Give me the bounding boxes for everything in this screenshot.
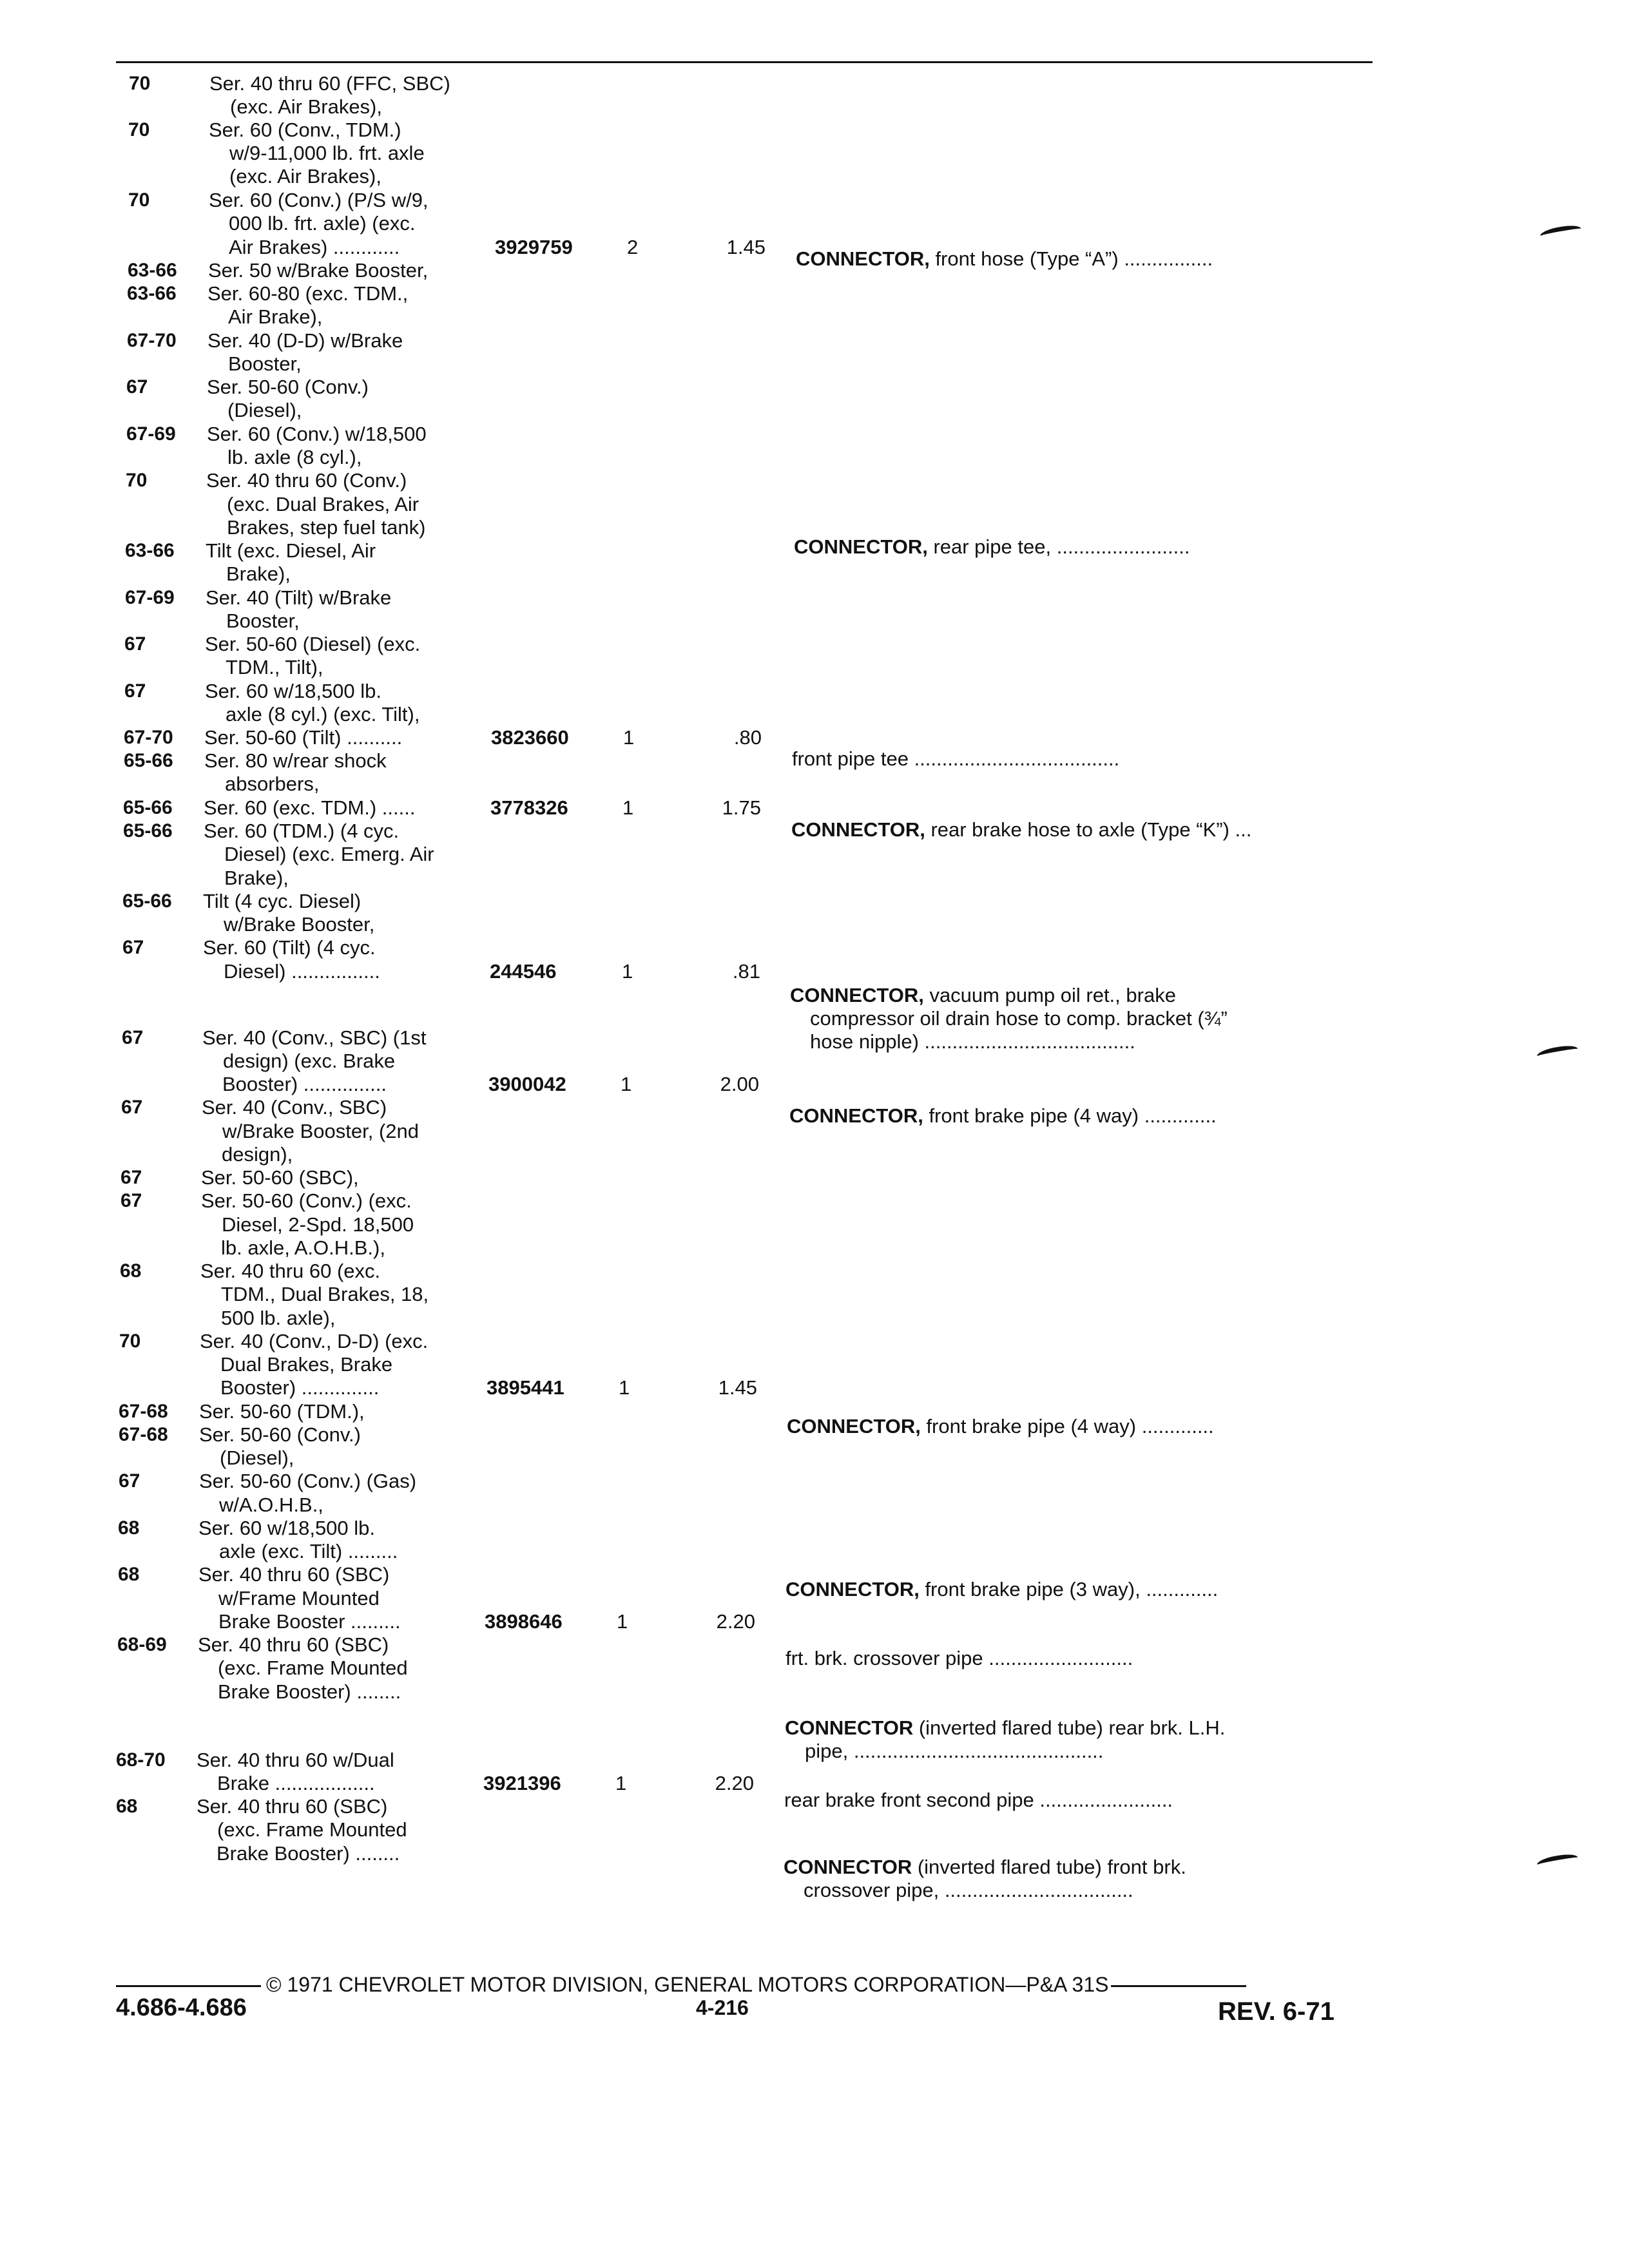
application-text: Ser. 40 thru 60 (SBC) xyxy=(198,1633,389,1656)
application-text: Ser. 60 w/18,500 lb. xyxy=(205,680,382,702)
application-text: Ser. 40 (Conv., D-D) (exc. xyxy=(200,1330,429,1352)
part-number: 3900042 xyxy=(488,1073,566,1095)
application-text: Ser. 40 thru 60 (Conv.) xyxy=(206,469,407,492)
description-text: frt. brk. crossover pipe .......................... xyxy=(786,1647,1133,1669)
description-text: front brake pipe (4 way) ............. xyxy=(920,1415,1214,1437)
application-text: Ser. 50-60 (Conv.) (exc. xyxy=(201,1189,412,1212)
application-text: Dual Brakes, Brake xyxy=(220,1353,393,1376)
description-text: pipe, ............................................. xyxy=(805,1740,1104,1762)
model-year: 65-66 xyxy=(124,750,173,771)
model-year: 68-70 xyxy=(116,1749,166,1771)
part-number: 3921396 xyxy=(483,1772,561,1794)
part-description xyxy=(789,1104,1217,1128)
application-text: lb. axle, A.O.H.B.), xyxy=(221,1236,385,1259)
model-year: 67 xyxy=(124,680,146,702)
top-rule xyxy=(116,61,1373,63)
application-text: Ser. 50-60 (Conv.) xyxy=(199,1423,361,1446)
application-text: w/9-11,000 lb. frt. axle xyxy=(229,142,425,164)
application-text: Ser. 60 (TDM.) (4 cyc. xyxy=(204,820,400,842)
application-text: (Diesel), xyxy=(227,399,302,421)
model-year: 63-66 xyxy=(128,260,177,281)
application-text: Brake Booster) ........ xyxy=(217,1842,400,1865)
application-text: Ser. 60 (Conv.) (P/S w/9, xyxy=(209,189,429,211)
application-text: (exc. Frame Mounted xyxy=(217,1818,407,1841)
footer-copyright xyxy=(116,1973,1246,1997)
application-text: w/Brake Booster, (2nd xyxy=(222,1120,419,1142)
margin-mark xyxy=(1536,1852,1579,1870)
application-text: Ser. 60 w/18,500 lb. xyxy=(198,1517,376,1539)
description-text: front brake pipe (3 way), ............. xyxy=(919,1578,1219,1600)
model-year: 70 xyxy=(129,73,151,94)
model-year: 68 xyxy=(120,1260,142,1282)
part-name: CONNECTOR, xyxy=(786,1578,920,1600)
quantity: 1 xyxy=(615,1772,627,1794)
footer-revision: REV. 6-71 xyxy=(1218,1997,1335,2026)
part-description xyxy=(804,1879,1133,1902)
price: 1.75 xyxy=(722,796,761,819)
price: 1.45 xyxy=(726,236,766,258)
application-text: Ser. 40 thru 60 w/Dual xyxy=(197,1749,394,1771)
application-text: Brake), xyxy=(226,562,291,585)
model-year: 67 xyxy=(119,1470,140,1492)
description-text: crossover pipe, .................................. xyxy=(804,1879,1133,1901)
description-text: rear brake hose to axle (Type “K”) ... xyxy=(925,818,1252,841)
model-year: 63-66 xyxy=(125,540,175,561)
footer-section-code: 4.686-4.686 xyxy=(116,1994,247,2021)
model-year: 67-70 xyxy=(124,727,173,748)
model-year: 67 xyxy=(126,376,148,398)
application-text: Brakes, step fuel tank) xyxy=(227,516,426,539)
application-text: w/Brake Booster, xyxy=(224,913,375,936)
description-text: hose nipple) ...................................... xyxy=(810,1030,1135,1053)
model-year: 67 xyxy=(122,937,144,958)
part-description xyxy=(810,1030,1135,1053)
margin-mark xyxy=(1539,224,1582,242)
application-text: Ser. 40 thru 60 (SBC) xyxy=(197,1795,388,1818)
application-text: Ser. 50-60 (Tilt) .......... xyxy=(204,726,403,749)
footer-page-number: 4-216 xyxy=(696,1996,749,2019)
application-text: axle (8 cyl.) (exc. Tilt), xyxy=(226,703,420,726)
part-description xyxy=(792,747,1119,771)
model-year: 68 xyxy=(118,1564,140,1585)
part-description xyxy=(787,1415,1214,1438)
margin-mark xyxy=(1536,1044,1579,1062)
description-text: (inverted flared tube) front brk. xyxy=(912,1856,1186,1878)
application-text: Ser. 50-60 (TDM.), xyxy=(199,1400,365,1423)
application-text: Ser. 40 thru 60 (SBC) xyxy=(198,1563,390,1586)
part-description xyxy=(791,818,1251,841)
application-text: TDM., Dual Brakes, 18, xyxy=(221,1283,429,1305)
part-name: CONNECTOR, xyxy=(796,247,930,270)
application-text: lb. axle (8 cyl.), xyxy=(227,446,362,468)
application-text: Ser. 50 w/Brake Booster, xyxy=(208,259,429,282)
price: 2.20 xyxy=(715,1772,754,1794)
application-text: 500 lb. axle), xyxy=(221,1307,336,1329)
model-year: 63-66 xyxy=(127,283,177,304)
application-text: Ser. 50-60 (Diesel) (exc. xyxy=(205,633,421,655)
application-text: design), xyxy=(222,1143,293,1166)
application-text: Tilt (exc. Diesel, Air xyxy=(206,539,376,562)
model-year: 67-68 xyxy=(119,1401,168,1422)
part-description xyxy=(785,1716,1225,1740)
part-description xyxy=(784,1856,1186,1879)
model-year: 67 xyxy=(124,633,146,655)
application-text: Brake Booster) ........ xyxy=(218,1680,401,1703)
quantity: 1 xyxy=(621,1073,632,1095)
application-text: Booster) ............... xyxy=(222,1073,387,1095)
quantity: 1 xyxy=(619,1376,630,1399)
part-name: CONNECTOR, xyxy=(791,818,925,841)
application-text: w/A.O.H.B., xyxy=(219,1494,323,1516)
part-number: 244546 xyxy=(490,960,557,983)
description-text: rear brake front second pipe ........................ xyxy=(784,1789,1173,1811)
application-text: Ser. 50-60 (SBC), xyxy=(201,1166,359,1189)
quantity: 2 xyxy=(627,236,639,258)
part-name: CONNECTOR, xyxy=(790,984,924,1006)
application-text: (Diesel), xyxy=(220,1446,294,1469)
model-year: 70 xyxy=(128,119,150,140)
application-text: Ser. 40 (Conv., SBC) (1st xyxy=(202,1026,427,1049)
model-year: 67 xyxy=(121,1097,143,1118)
quantity: 1 xyxy=(617,1610,628,1633)
application-text: Ser. 50-60 (Conv.) (Gas) xyxy=(199,1470,417,1492)
model-year: 67-69 xyxy=(125,587,175,608)
application-text: Brake .................. xyxy=(217,1772,375,1794)
part-description xyxy=(810,1007,1228,1030)
description-text: front pipe tee ..................................... xyxy=(792,747,1120,770)
copyright-text: © 1971 CHEVROLET MOTOR DIVISION, GENERAL MOTORS CORPORATION—P&A 31S xyxy=(266,1973,1109,1996)
application-text: (exc. Dual Brakes, Air xyxy=(227,493,419,515)
application-text: Ser. 40 thru 60 (exc. xyxy=(200,1260,381,1282)
application-text: TDM., Tilt), xyxy=(226,656,323,678)
part-description xyxy=(784,1789,1173,1812)
model-year: 65-66 xyxy=(122,890,172,912)
application-text: Ser. 40 thru 60 (FFC, SBC) xyxy=(209,72,450,95)
application-text: Ser. 40 (Tilt) w/Brake xyxy=(206,586,392,609)
application-text: Ser. 60 (Tilt) (4 cyc. xyxy=(203,936,376,959)
description-text: rear pipe tee, ........................ xyxy=(927,535,1190,558)
part-name: CONNECTOR, xyxy=(789,1104,923,1127)
part-description xyxy=(786,1647,1133,1670)
part-description xyxy=(786,1578,1218,1601)
application-text: 000 lb. frt. axle) (exc. xyxy=(229,212,416,235)
part-name: CONNECTOR, xyxy=(794,535,928,558)
part-number: 3778326 xyxy=(490,796,568,819)
application-text: (exc. Air Brakes), xyxy=(229,165,381,187)
application-text: Ser. 40 (Conv., SBC) xyxy=(202,1096,387,1119)
part-description xyxy=(794,535,1190,559)
application-text: Ser. 60-80 (exc. TDM., xyxy=(207,282,409,305)
model-year: 67-68 xyxy=(119,1424,168,1445)
model-year: 67 xyxy=(120,1190,142,1211)
part-number: 3929759 xyxy=(495,236,573,258)
model-year: 70 xyxy=(128,189,150,211)
part-name: CONNECTOR, xyxy=(787,1415,921,1437)
application-text: Diesel) ................ xyxy=(224,960,380,983)
application-text: Booster) .............. xyxy=(220,1376,380,1399)
part-number: 3895441 xyxy=(487,1376,564,1399)
application-text: Ser. 40 (D-D) w/Brake xyxy=(207,329,403,352)
price: .81 xyxy=(732,960,760,983)
model-year: 67-69 xyxy=(126,423,176,445)
price: 2.20 xyxy=(716,1610,755,1633)
part-description xyxy=(796,247,1213,271)
part-name: CONNECTOR xyxy=(785,1716,914,1739)
model-year: 68-69 xyxy=(117,1634,167,1655)
description-text: front hose (Type “A”) ................ xyxy=(929,247,1213,270)
application-text: Booster, xyxy=(226,610,300,632)
application-text: axle (exc. Tilt) ......... xyxy=(219,1540,398,1562)
application-text: (exc. Air Brakes), xyxy=(230,95,382,118)
description-text: front brake pipe (4 way) ............. xyxy=(923,1104,1217,1127)
application-text: Diesel) (exc. Emerg. Air xyxy=(224,843,434,865)
application-text: Ser. 80 w/rear shock xyxy=(204,749,387,772)
quantity: 1 xyxy=(622,960,633,983)
model-year: 67-70 xyxy=(127,330,177,351)
model-year: 68 xyxy=(118,1517,140,1539)
model-year: 65-66 xyxy=(123,797,173,818)
description-text: compressor oil drain hose to comp. bracket (¾” xyxy=(810,1007,1228,1030)
application-text: design) (exc. Brake xyxy=(223,1050,396,1072)
model-year: 70 xyxy=(126,470,148,491)
part-description xyxy=(790,984,1176,1007)
application-text: Brake), xyxy=(224,867,289,889)
application-text: absorbers, xyxy=(225,773,320,795)
price: .80 xyxy=(733,726,762,749)
application-text: w/Frame Mounted xyxy=(218,1587,380,1610)
model-year: 67 xyxy=(120,1167,142,1188)
quantity: 1 xyxy=(622,796,634,819)
model-year: 65-66 xyxy=(123,820,173,841)
application-text: Diesel, 2-Spd. 18,500 xyxy=(222,1213,414,1236)
part-number: 3898646 xyxy=(485,1610,563,1633)
part-number: 3823660 xyxy=(491,726,569,749)
price: 2.00 xyxy=(720,1073,759,1095)
application-text: Air Brake), xyxy=(228,305,323,328)
quantity: 1 xyxy=(623,726,635,749)
part-description xyxy=(805,1740,1103,1763)
description-text: vacuum pump oil ret., brake xyxy=(923,984,1176,1006)
application-text: Ser. 60 (exc. TDM.) ...... xyxy=(204,796,416,819)
model-year: 70 xyxy=(119,1331,141,1352)
application-text: Booster, xyxy=(228,352,302,375)
price: 1.45 xyxy=(718,1376,757,1399)
application-text: Ser. 60 (Conv., TDM.) xyxy=(209,119,401,141)
application-text: Ser. 60 (Conv.) w/18,500 xyxy=(207,423,427,445)
part-name: CONNECTOR xyxy=(784,1856,912,1878)
application-text: Air Brakes) ............ xyxy=(229,236,400,258)
application-text: (exc. Frame Mounted xyxy=(218,1657,408,1679)
application-text: Tilt (4 cyc. Diesel) xyxy=(203,890,361,912)
application-text: Brake Booster ......... xyxy=(218,1610,401,1633)
description-text: (inverted flared tube) rear brk. L.H. xyxy=(913,1716,1226,1739)
application-text: Ser. 50-60 (Conv.) xyxy=(207,376,369,398)
model-year: 67 xyxy=(122,1027,144,1048)
model-year: 68 xyxy=(116,1796,138,1817)
